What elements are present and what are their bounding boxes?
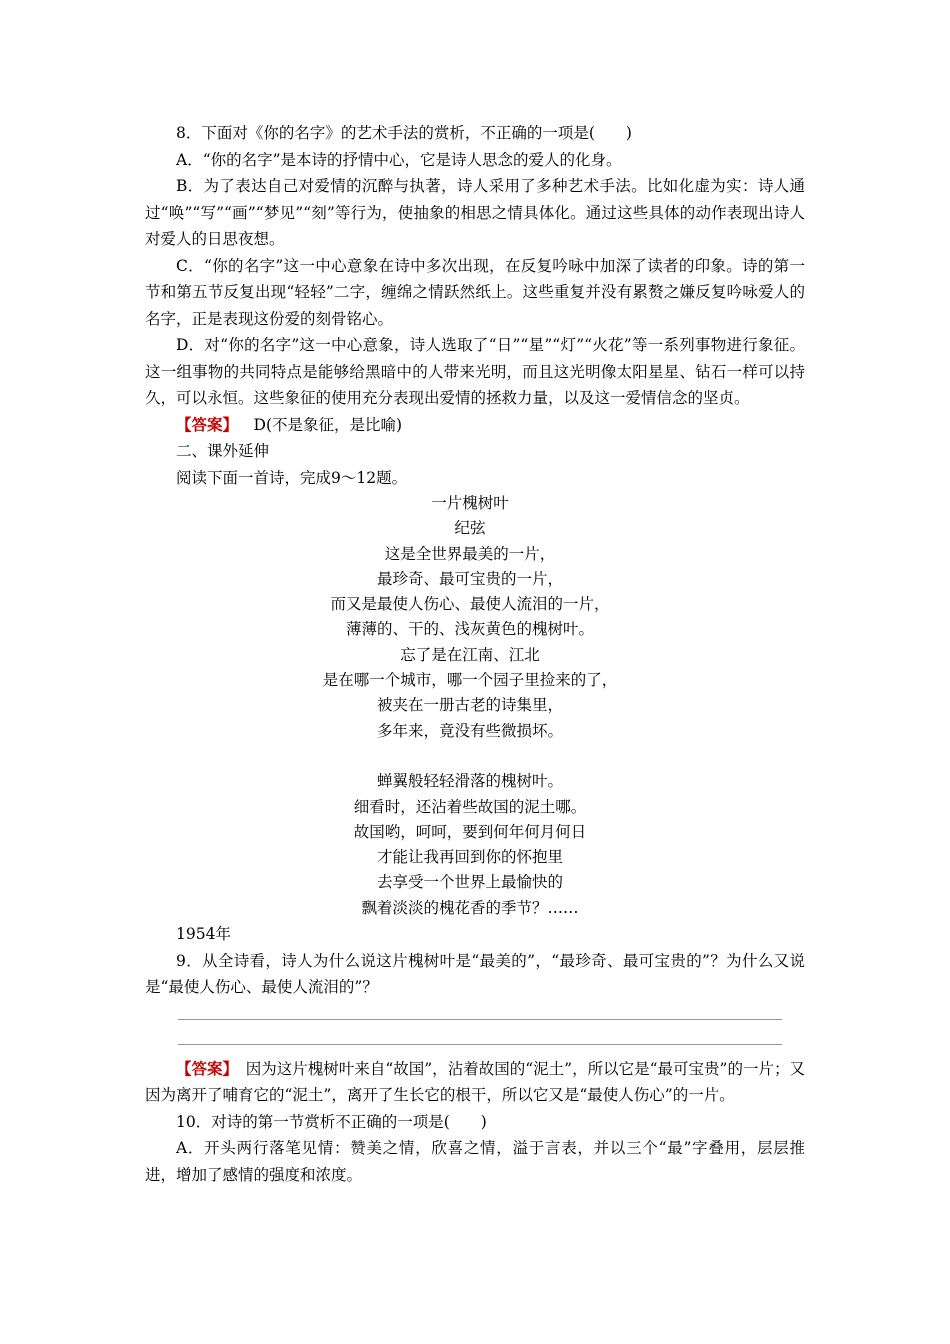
poem-line: 多年来，竟没有些微损坏。 <box>376 721 563 740</box>
poem-line: 去享受一个世界上最愉快的 <box>376 873 563 892</box>
poem-author: 纪弦 <box>454 519 486 538</box>
poem-line: 才能让我再回到你的怀抱里 <box>376 848 563 867</box>
answer-text: 因为这片槐树叶来自“故国”，沾着故国的“泥土”，所以它是“最可宝贵”的一片；又因为离开了哺育它的“泥土”，离开了生长它的根干，所以它又是“最使人伤心”的一片。 <box>145 1059 805 1105</box>
poem-line: 忘了是在江南、江北 <box>400 645 540 664</box>
poem-line: 蝉翼般轻轻滑落的槐树叶。 <box>376 772 563 791</box>
answer-label: 【答案】 <box>176 414 239 434</box>
reading-instruction: 阅读下面一首诗，完成9～12题。 <box>176 468 408 487</box>
poem-line: 最珍奇、最可宝贵的一片， <box>376 569 563 588</box>
question-8-option-b: B．为了表达自己对爱情的沉醉与执著，诗人采用了多种艺术手法。比如化虚为实：诗人通过“唤”“写”“画”“梦见”“刻”等行为，使抽象的相思之情具体化。通过这些具体的动作表现出诗人对爱人的日思夜想。 <box>145 177 805 248</box>
question-8-answer <box>145 412 805 439</box>
question-8-option-a: A．“你的名字”是本诗的抒情中心，它是诗人思念的爱人的化身。 <box>176 150 622 169</box>
question-8-option-d: D．对“你的名字”这一中心意象，诗人选取了“日”“星”“灯”“火花”等一系列事物进行象征。这一组事物的共同特点是能够给黑暗中的人带来光明，而且这光明像太阳星星、钻石一样可以持久，可以永恒。这些象征的使用充分表现出爱情的拯救力量，以及这一爱情信念的坚贞。 <box>145 336 805 407</box>
poem-date: 1954年 <box>176 925 231 944</box>
poem-line: 被夹在一册古老的诗集里， <box>376 696 563 715</box>
poem-line: 这是全世界最美的一片， <box>384 544 556 563</box>
poem-line: 薄薄的、干的、浅灰黄色的槐树叶。 <box>345 620 594 639</box>
poem-line: 飘着淡淡的槐花香的季节？…… <box>361 898 579 917</box>
answer-text: D(不是象征，是比喻) <box>253 415 403 434</box>
poem <box>140 491 800 921</box>
poem-title: 一片槐树叶 <box>431 494 509 512</box>
question-8-stem: 8．下面对《你的名字》的艺术手法的赏析，不正确的一项是( ) <box>176 124 632 142</box>
stanza-break <box>140 744 800 769</box>
page-content <box>145 120 805 1188</box>
question-9-answer <box>145 1056 805 1109</box>
poem-line: 而又是最使人伤心、最使人流泪的一片， <box>330 595 610 614</box>
question-10-stem: 10．对诗的第一节赏析不正确的一项是( ) <box>176 1112 487 1131</box>
question-10-option-a: A．开头两行落笔见情：赞美之情，欣喜之情，溢于言表，并以三个“最”字叠用，层层推进，增加了感情的强度和浓度。 <box>145 1139 805 1184</box>
poem-line: 细看时，还沾着些故国的泥土哪。 <box>353 797 587 816</box>
question-9-stem: 9．从全诗看，诗人为什么说这片槐树叶是“最美的”，“最珍奇、最可宝贵的”？为什么又说是“最使人伤心、最使人流泪的”？ <box>145 951 805 997</box>
poem-line: 故国哟，呵呵，要到何年何月何日 <box>353 822 587 841</box>
section-heading: 二、课外延伸 <box>176 442 270 460</box>
question-8-option-c: C．“你的名字”这一中心意象在诗中多次出现，在反复吟咏中加深了读者的印象。诗的第一节和第五节反复出现“轻轻”二字，缠绵之情跃然纸上。这些重复并没有累赘之嫌反复吟咏爱人的名字，正是表现这份爱的刻骨铭心。 <box>145 256 805 328</box>
poem-line: 是在哪一个城市，哪一个园子里捡来的了， <box>322 671 618 690</box>
answer-label: 【答案】 <box>176 1058 231 1078</box>
